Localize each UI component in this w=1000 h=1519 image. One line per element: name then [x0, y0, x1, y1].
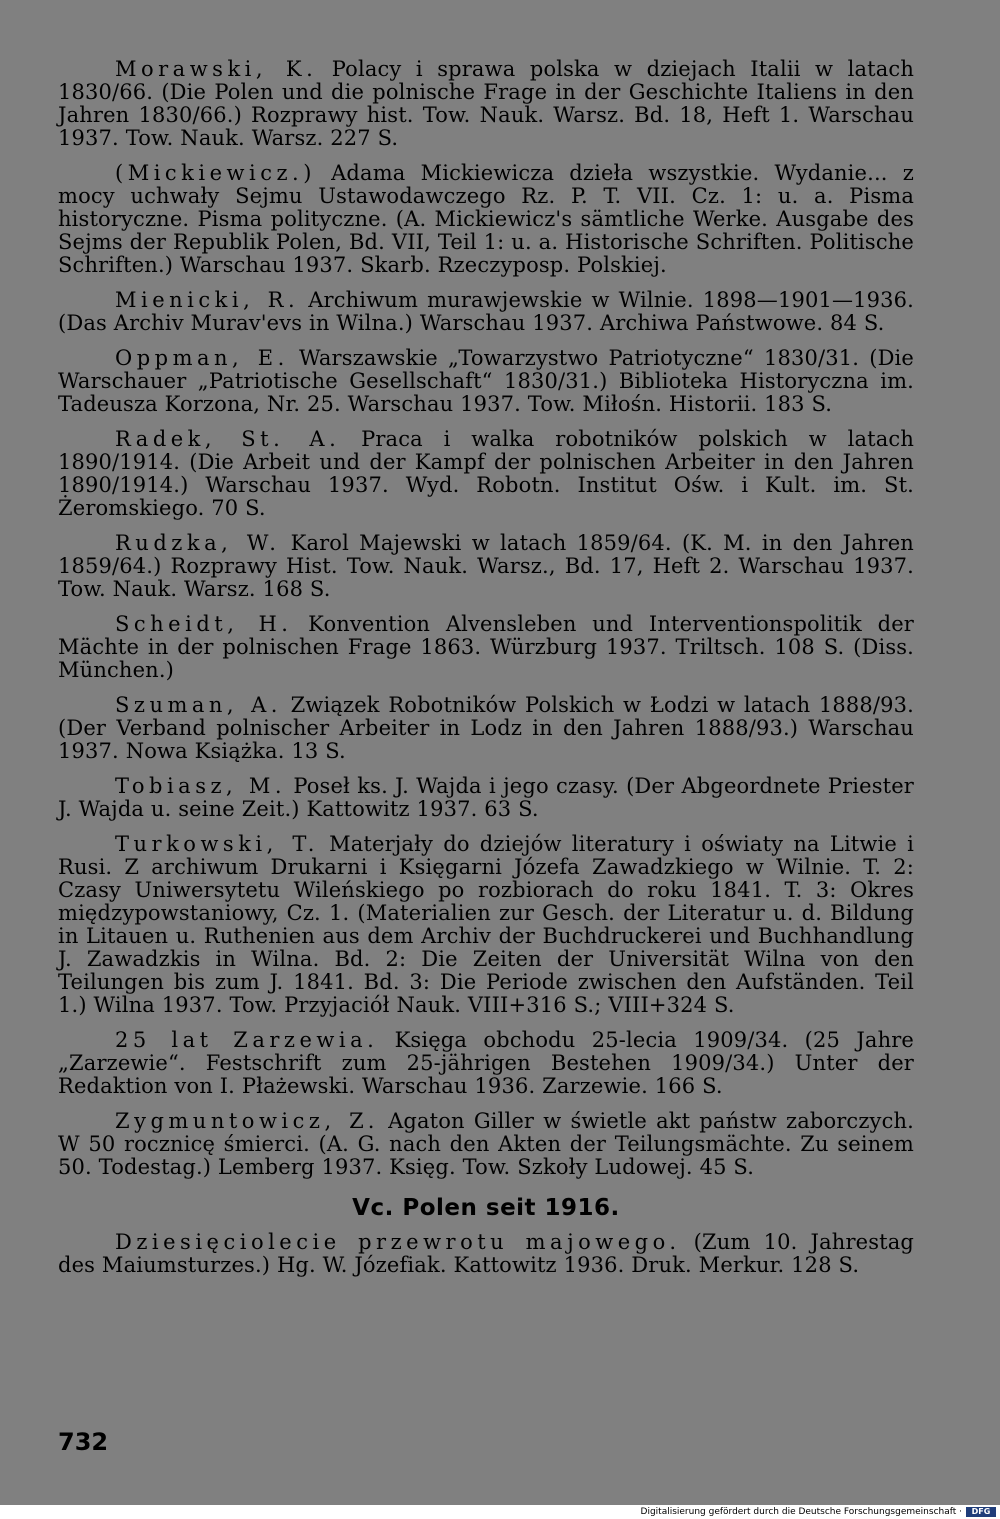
entry-author: Rudzka, W. — [115, 531, 281, 555]
entry-author: 25 lat Zarzewia. — [115, 1028, 379, 1052]
entry-text: Konvention Alvensleben und Interventionspolitik der Mächte in der polnischen Frage 1863. Würzburg 1937. Triltsch. 108 S. (Diss. München.) — [58, 612, 914, 682]
entry-author: Mienicki, R. — [115, 288, 300, 312]
bibliography-entry — [58, 347, 914, 416]
page-number: 732 — [58, 1428, 109, 1456]
bibliography-entry — [58, 58, 914, 150]
entry-author: Szuman, A. — [115, 693, 282, 717]
bibliography-entry — [58, 1110, 914, 1179]
entry-author: Dziesięciolecie przewrotu majowego. — [115, 1230, 681, 1254]
entry-author: Turkowski, T. — [115, 832, 319, 856]
bibliography-entry — [58, 1029, 914, 1098]
entry-author: Zygmuntowicz, Z. — [115, 1109, 379, 1133]
funding-note: Digitalisierung gefördert durch die Deutsche Forschungsgemeinschaft · — [640, 1507, 962, 1517]
bibliography-content — [58, 58, 914, 1289]
entry-author: Tobiasz, M. — [115, 774, 287, 798]
bibliography-entry — [58, 775, 914, 821]
bibliography-entry — [58, 833, 914, 1017]
entry-text: Polacy i sprawa polska w dziejach Italii w latach 1830/66. (Die Polen und die polnische Frage in der Geschichte Italiens in den Jahren 1830/66.) Rozprawy hist. Tow. Nauk. Warsz. Bd. 18, Heft 1. Warschau 1937. Tow. Nauk. Warsz. 227 S. — [58, 57, 914, 150]
dfg-logo: DFG — [966, 1507, 996, 1517]
entry-text: (Zum 10. Jahrestag des Maiumsturzes.) Hg. W. Józefiak. Kattowitz 1936. Druk. Merkur. 128 S. — [58, 1230, 915, 1277]
entry-text: Praca i walka robotników polskich w latach 1890/1914. (Die Arbeit und der Kampf der polnischen Arbeiter in den Jahren 1890/1914.) Warschau 1937. Wyd. Robotn. Institut Ośw. i Kult. im. St. Żeromskiego. 70 S. — [58, 427, 914, 520]
bibliography-entry — [58, 694, 914, 763]
bibliography-entry — [58, 1231, 914, 1277]
bibliography-entry — [58, 613, 914, 682]
entry-author: (Mickiewicz.) — [115, 161, 316, 185]
entry-text: Karol Majewski w latach 1859/64. (K. M. in den Jahren 1859/64.) Rozprawy Hist. Tow. Nauk. Warsz., Bd. 17, Heft 2. Warschau 1937. Tow. Nauk. Warsz. 168 S. — [58, 531, 914, 601]
section-heading: Vc. Polen seit 1916. — [352, 1195, 620, 1221]
bibliography-entry — [58, 162, 914, 277]
entry-author: Morawski, K. — [115, 57, 318, 81]
entry-text: Adama Mickiewicza dzieła wszystkie. Wydanie... z mocy uchwały Sejmu Ustawodawczego Rz. P. T. VII. Cz. 1: u. a. Pisma historyczne. Pisma polityczne. (A. Mickiewicz's sämtliche Werke. Ausgabe des Sejms der Republik Polen, Bd. VII, Teil 1: u. a. Historische Schriften. Politische Schriften.) Warschau 1937. Skarb. Rzeczyposp. Polskiej. — [58, 161, 914, 277]
entry-text: Poseł ks. J. Wajda i jego czasy. (Der Abgeordnete Priester J. Wajda u. seine Zeit.) Kattowitz 1937. 63 S. — [58, 774, 914, 821]
entry-text: Księga obchodu 25-lecia 1909/34. (25 Jahre „Zarzewie“. Festschrift zum 25-jährigen Bestehen 1909/34.) Unter der Redaktion von I. Płażewski. Warschau 1936. Zarzewie. 166 S. — [58, 1028, 915, 1098]
entry-author: Radek, St. A. — [115, 427, 341, 451]
entry-text: Związek Robotników Polskich w Łodzi w latach 1888/93. (Der Verband polnischer Arbeiter in Lodz in den Jahren 1888/93.) Warschau 1937. Nowa Książka. 13 S. — [58, 693, 915, 763]
entry-text: Archiwum murawjewskie w Wilnie. 1898—1901—1936. (Das Archiv Murav'evs in Wilna.) Warschau 1937. Archiwa Państwowe. 84 S. — [58, 288, 914, 335]
bibliography-entry — [58, 428, 914, 520]
entry-author: Oppman, E. — [115, 346, 289, 370]
entry-author: Scheidt, H. — [115, 612, 293, 636]
entry-text: Materjały do dziejów literatury i oświaty na Litwie i Rusi. Z archiwum Drukarni i Księgarni Józefa Zawadzkiego w Wilnie. T. 2: Czasy Uniwersytetu Wileńskiego po rozbiorach do roku 1841. T. 3: Okres międzypowstaniowy, Cz. 1. (Materialien zur Gesch. der Literatur u. d. Bildung in Litauen u. Ruthenien aus dem Archiv der Buchdruckerei und Buchhandlung J. Zawadzkis in Wilna. Bd. 2: Die Zeiten der Universität Wilna von den Teilungen bis zum J. 1841. Bd. 3: Die Periode zwischen den Aufständen. Teil 1.) Wilna 1937. Tow. Przyjaciół Nauk. VIII+316 S.; VIII+324 S. — [58, 832, 914, 1017]
bibliography-entry — [58, 532, 914, 601]
bibliography-entry — [58, 289, 914, 335]
entry-text: Agaton Giller w świetle akt państw zaborczych. W 50 rocznicę śmierci. (A. G. nach den Akten der Teilungsmächte. Zu seinem 50. Todestag.) Lemberg 1937. Księg. Tow. Szkoły Ludowej. 45 S. — [58, 1109, 914, 1179]
entry-text: Warszawskie „Towarzystwo Patriotyczne“ 1830/31. (Die Warschauer „Patriotische Gesellschaft“ 1830/31.) Biblioteka Historyczna im. Tadeusza Korzona, Nr. 25. Warschau 1937. Tow. Miłośn. Historii. 183 S. — [58, 346, 914, 416]
